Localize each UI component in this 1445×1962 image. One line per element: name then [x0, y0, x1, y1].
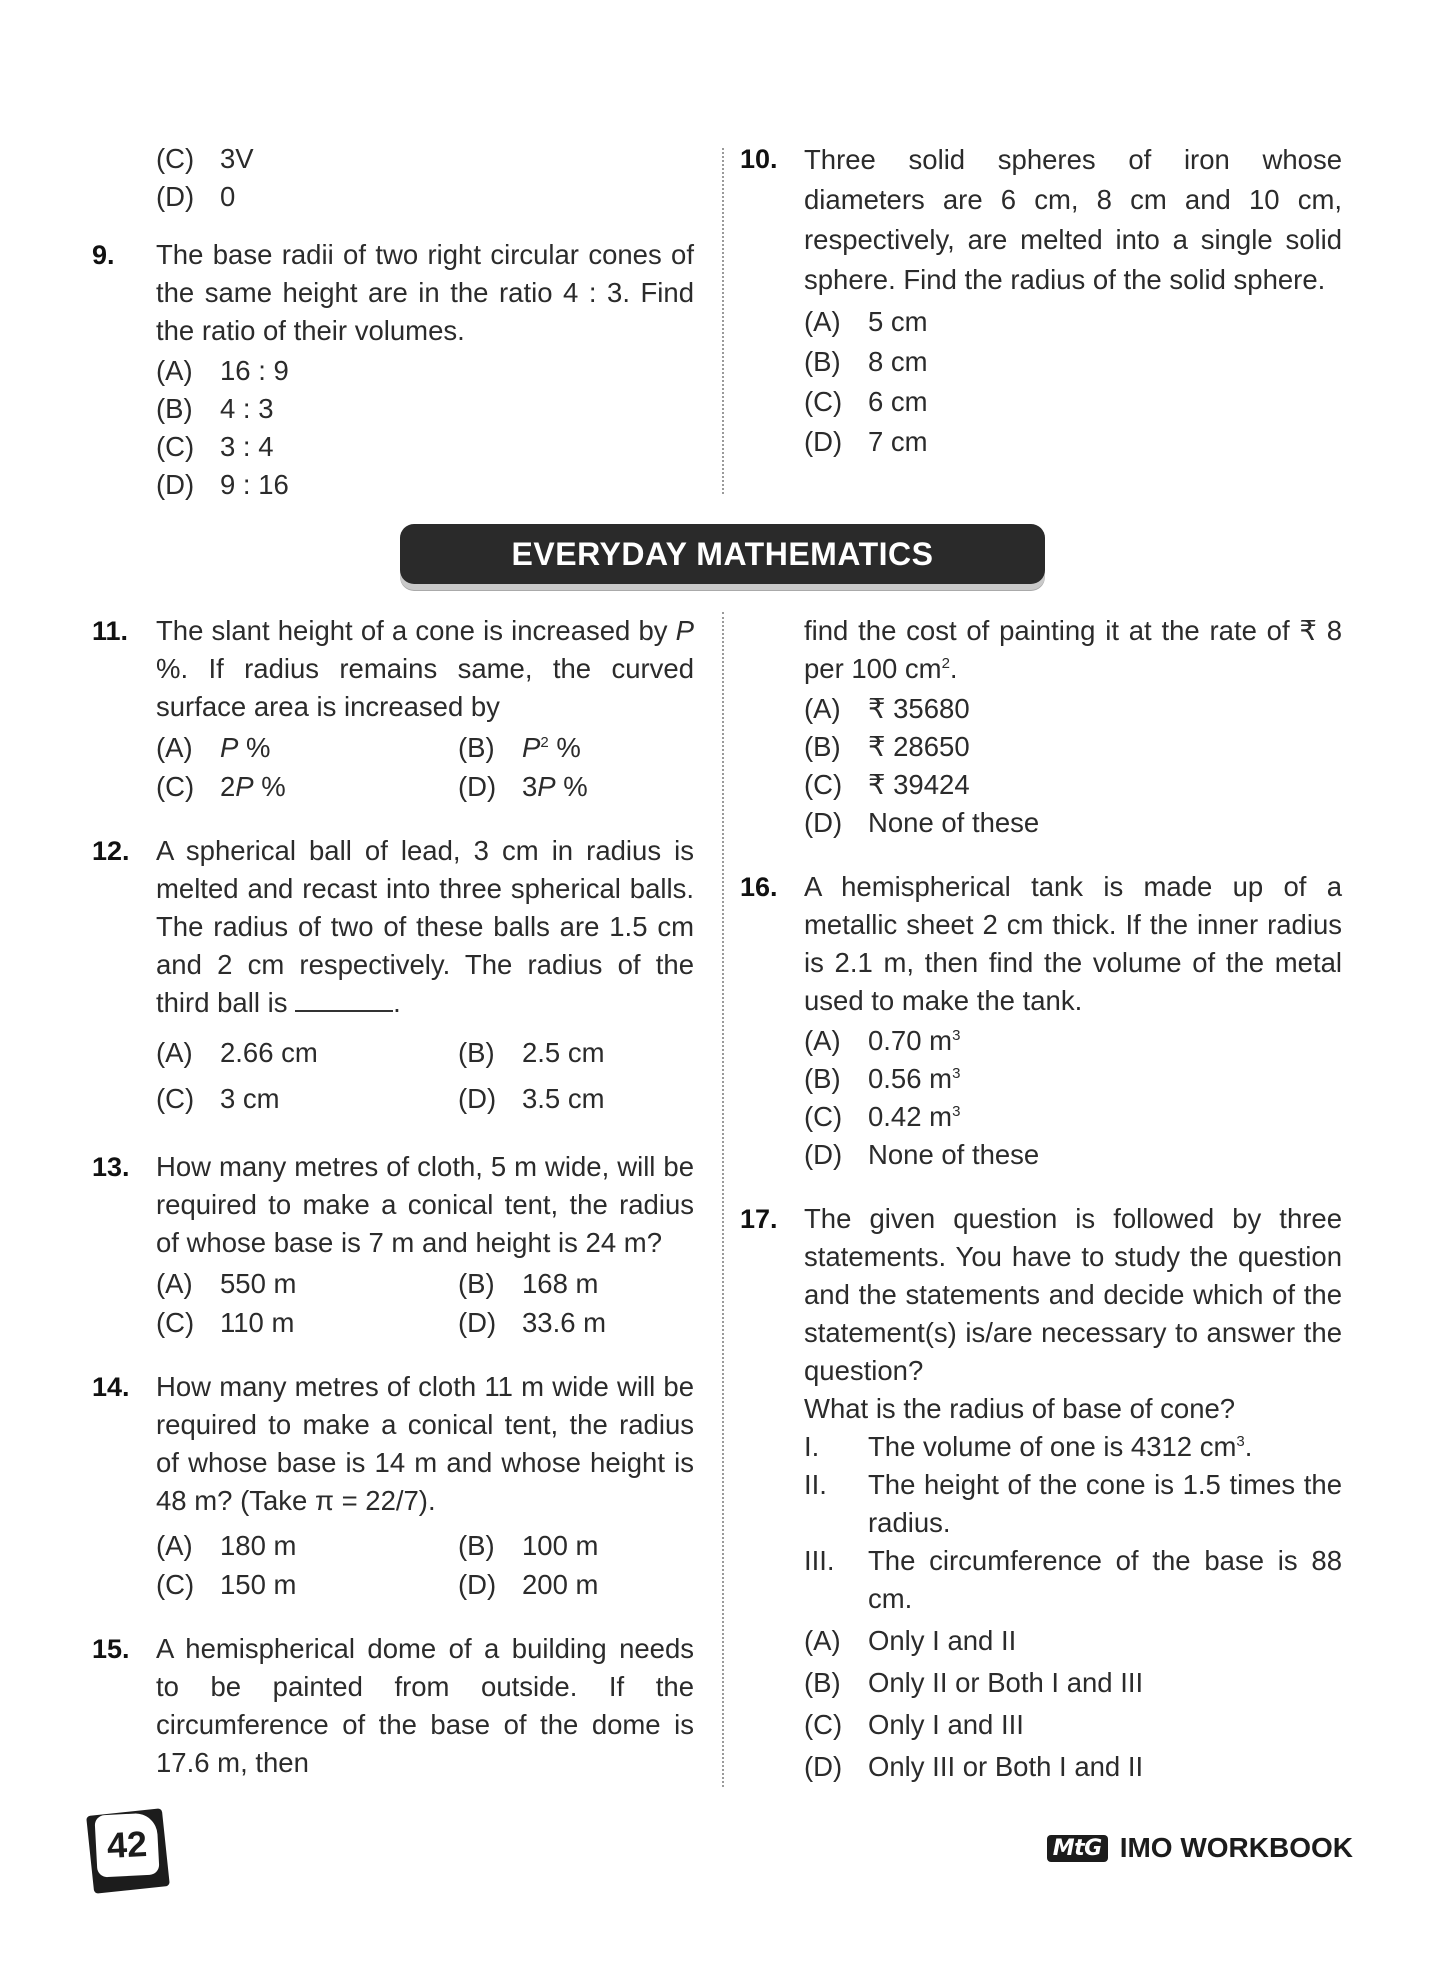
- option-b: (B) 4 : 3: [156, 393, 274, 424]
- option-c: (C) 3V: [156, 143, 254, 174]
- question-number: 16.: [740, 872, 778, 902]
- top-right-column: [740, 140, 1342, 488]
- question-text: Three solid spheres of iron whose diameters are 6 cm, 8 cm and 10 cm, respectively, are melted into a single solid sphere. Find the radius of the solid sphere.: [804, 144, 1342, 295]
- left-column: [92, 612, 694, 1808]
- brand-logo: MtG: [1047, 1835, 1108, 1862]
- page-number: 42: [105, 1822, 149, 1867]
- statement-2: II. The height of the cone is 1.5 times the radius.: [804, 1469, 1342, 1538]
- option-c: (C) ₹ 39424: [804, 769, 970, 800]
- question-9: [92, 236, 694, 504]
- question-text: find the cost of painting it at the rate of ₹ 8 per 100 $cm^2$.: [804, 615, 1342, 684]
- question-number: 13.: [92, 1152, 130, 1182]
- option-d: (D) 7 cm: [804, 426, 928, 457]
- answer-blank: [295, 986, 393, 1012]
- option-c: (C) 3 cm: [156, 1083, 280, 1114]
- question-text: How many metres of cloth, 5 m wide, will be required to make a conical tent, the radius of whose base is 7 m and height is 24 m?: [156, 1151, 694, 1258]
- question-12: [92, 832, 694, 1122]
- option-c: (C) 2P %: [156, 771, 286, 802]
- footer-title: IMO WORKBOOK: [1119, 1832, 1353, 1863]
- option-d: (D) Only III or Both I and II: [804, 1751, 1144, 1782]
- option-c: (C) Only I and III: [804, 1709, 1024, 1740]
- question-text: The base radii of two right circular cones of the same height are in the ratio 4 : 3. Find the ratio of their volumes.: [156, 239, 694, 346]
- option-b: (B) 100 m: [458, 1530, 599, 1561]
- option-a: (A) 2.66 cm: [156, 1037, 318, 1068]
- option-a: (A) 0.70 $m^3$: [804, 1025, 961, 1056]
- question-15: [92, 1630, 694, 1782]
- options-list: [804, 1022, 1342, 1174]
- option-d: (D) 3P %: [458, 771, 588, 802]
- column-divider-top: [722, 148, 724, 494]
- right-column: [740, 612, 1342, 1814]
- option-a: (A) ₹ 35680: [804, 693, 970, 724]
- section-title: EVERYDAY MATHEMATICS: [511, 535, 934, 572]
- option-c: (C) 6 cm: [804, 386, 928, 417]
- question-number: 14.: [92, 1372, 130, 1402]
- option-d: (D) None of these: [804, 807, 1040, 838]
- statement-1: I. The volume of one is 4312 $cm^3$.: [804, 1431, 1253, 1462]
- options-grid: [156, 1264, 694, 1342]
- option-a: (A) Only I and II: [804, 1625, 1017, 1656]
- option-c: (C) 3 : 4: [156, 431, 274, 462]
- section-banner: [400, 524, 1045, 584]
- question-number: 12.: [92, 836, 130, 866]
- option-d: (D) 200 m: [458, 1569, 599, 1600]
- options-grid: [156, 1526, 694, 1604]
- options-grid: [156, 1030, 694, 1122]
- option-d: (D) 9 : 16: [156, 469, 289, 500]
- sub-question: What is the radius of base of cone?: [804, 1393, 1236, 1424]
- option-c: (C) 150 m: [156, 1569, 297, 1600]
- option-c: (C) 0.42 $m^3$: [804, 1101, 961, 1132]
- statement-3: III. The circumference of the base is 88 cm.: [804, 1545, 1342, 1614]
- question-number: 9.: [92, 240, 115, 270]
- option-a: (A) P %: [156, 732, 271, 763]
- options-list: [156, 352, 694, 504]
- question-text: A hemispherical tank is made up of a metallic sheet 2 cm thick. If the inner radius is 2.1 m, then find the volume of the metal used to make the tank.: [804, 871, 1342, 1016]
- question-13: [92, 1148, 694, 1342]
- footer-brand: [1047, 1832, 1353, 1864]
- option-b: (B) 0.56 $m^3$: [804, 1063, 961, 1094]
- options-list: [804, 690, 1342, 842]
- question-16: [740, 868, 1342, 1174]
- question-number: 11.: [92, 616, 129, 646]
- question-text: The given question is followed by three statements. You have to study the question and the statements and decide which of the statement(s) is/are necessary to answer the question?: [804, 1203, 1342, 1386]
- option-b: (B) Only II or Both I and III: [804, 1667, 1144, 1698]
- top-left-column: [92, 140, 694, 530]
- question-15-continued: [740, 612, 1342, 842]
- option-a: (A) 5 cm: [804, 306, 928, 337]
- options-list: [804, 302, 1342, 462]
- options-grid: [156, 728, 694, 806]
- question-number: 10.: [740, 144, 778, 174]
- page-number-badge: [82, 1808, 168, 1894]
- option-a: (A) 550 m: [156, 1268, 297, 1299]
- option-b: (B) 8 cm: [804, 346, 928, 377]
- question-11: [92, 612, 694, 806]
- question-text: A hemispherical dome of a building needs to be painted from outside. If the circumference of the base of the dome is 17.6 m, then: [156, 1633, 694, 1778]
- question-10: [740, 140, 1342, 462]
- question-17: [740, 1200, 1342, 1788]
- option-b: (B) 168 m: [458, 1268, 599, 1299]
- question-text: How many metres of cloth 11 m wide will be required to make a conical tent, the radius of whose base is 14 m and whose height is 48 m? (Take π = 22/7).: [156, 1371, 694, 1516]
- option-b: (B) $P^2$ %: [458, 732, 581, 763]
- option-a: (A) 180 m: [156, 1530, 297, 1561]
- options-list: [804, 1620, 1342, 1788]
- statements-list: [804, 1428, 1342, 1618]
- option-a: (A) 16 : 9: [156, 355, 289, 386]
- option-b: (B) 2.5 cm: [458, 1037, 605, 1068]
- question-14: [92, 1368, 694, 1604]
- option-c: (C) 110 m: [156, 1307, 295, 1338]
- question-number: 17.: [740, 1204, 778, 1234]
- option-d: (D) 3.5 cm: [458, 1083, 605, 1114]
- option-d: (D) 0: [156, 181, 236, 212]
- option-d: (D) None of these: [804, 1139, 1040, 1170]
- question-text: The slant height of a cone is increased by P %. If radius remains same, the curved surface area is increased by: [156, 615, 694, 722]
- question-8-continued-options: [92, 140, 694, 216]
- option-b: (B) ₹ 28650: [804, 731, 970, 762]
- badge-face: [94, 1812, 159, 1877]
- option-d: (D) 33.6 m: [458, 1307, 607, 1338]
- question-number: 15.: [92, 1634, 130, 1664]
- question-text: A spherical ball of lead, 3 cm in radius is melted and recast into three spherical balls. The radius of two of these balls are 1.5 cm and 2 cm respectively. The radius of the third ball is .: [156, 835, 694, 1018]
